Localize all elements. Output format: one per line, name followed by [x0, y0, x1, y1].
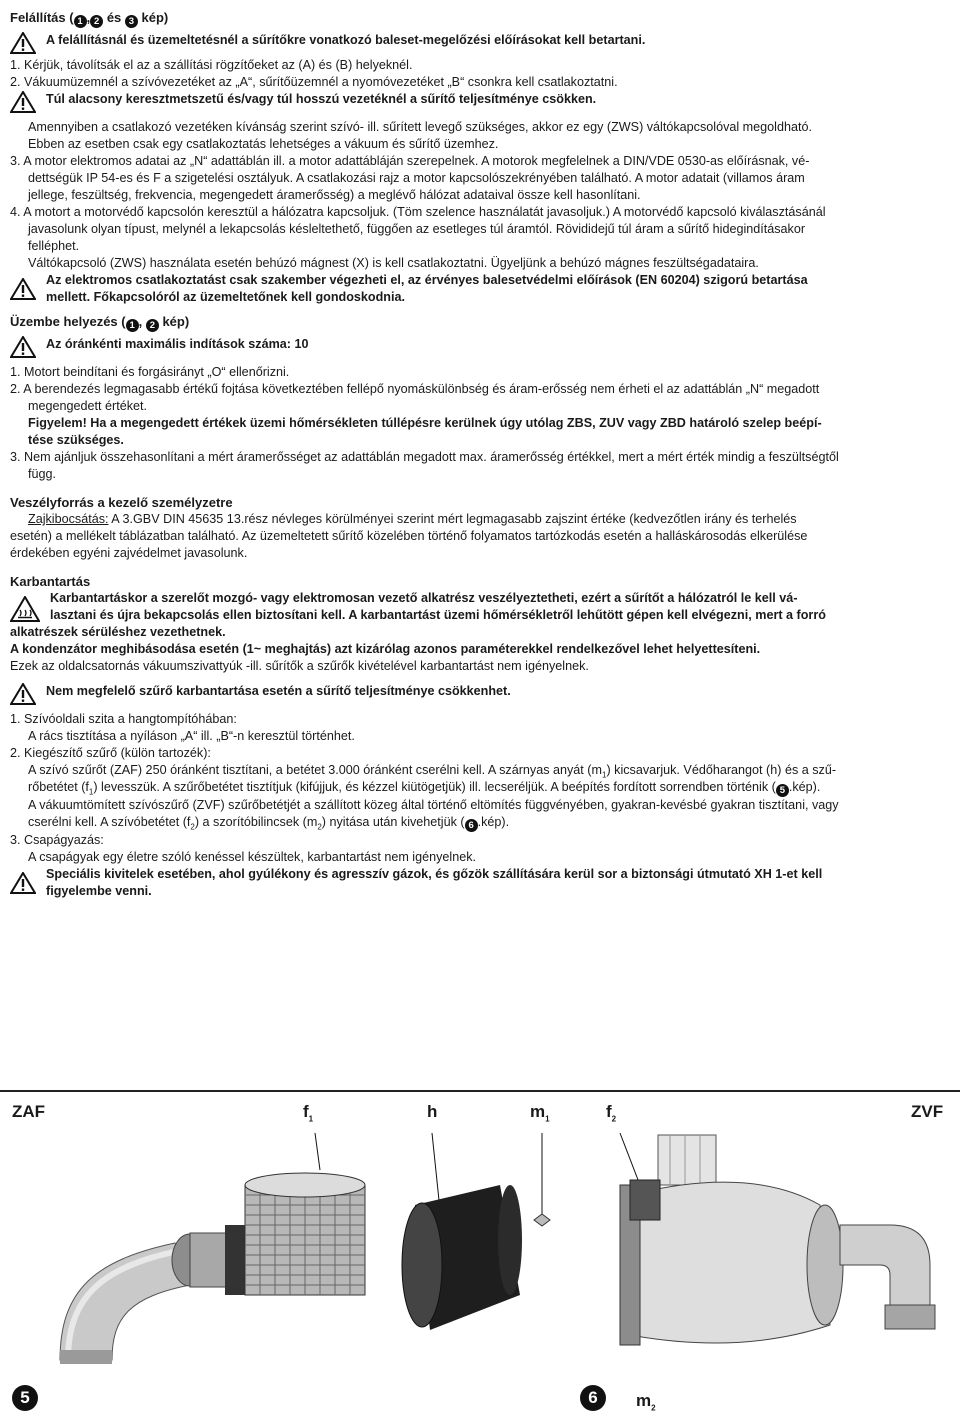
warning-text: Speciális kivitelek esetében, ahol gyúlékony és agresszív gázok, és gőzök szállítására kerül sor a biztonsági útmutató XH 1-et kell figyelembe venni.: [46, 867, 823, 898]
list-item-cont: dettségük IP 54-es és F a szigetelési osztályuk. A csatlakozási rajz a motor kapcsolószekrényében található. A motor adatait (villamos áram: [28, 171, 805, 185]
capacitor-note: A kondenzátor meghibásodása esetén (1~ meghajtás) azt kizárólag azonos paraméterekkel rendelkezővel lehet helyettesíteni.: [10, 642, 761, 656]
warning-text: Az elektromos csatlakoztatást csak szakember végezheti el, az érvényes balesetvédelmi előírások (EN 60204) szigorú betartása mellett. Főkapcsolóról az üzemeltetőnek kell gondoskodnia.: [46, 273, 808, 304]
warning-icon: [10, 32, 36, 54]
list-item-cont: függ.: [28, 467, 57, 481]
hot-surface-text-cont: alkatrészek sérüléshez vezethetnek.: [10, 625, 226, 639]
figure-ref-2: 2: [90, 15, 103, 28]
figure-ref-6: 6: [465, 819, 478, 832]
warning-text: Túl alacsony keresztmetszetű és/vagy túl hosszú vezetéknél a sűrítő teljesítménye csökken.: [46, 92, 597, 106]
noise-paragraph: Zajkibocsátás: A 3.GBV DIN 45635 13.rész névleges körülményei szerint mért legmagasabb zajszint értéke (kedvezőtlen irány és terhelés: [28, 512, 797, 526]
list-item: 3. Nem ajánljuk összehasonlítani a mért áramerősséget az adattáblán megadott max. áramerősség értékkel, mert a mért érték mindig a feszültségtől: [10, 450, 839, 464]
figure-number-6: 6: [580, 1385, 606, 1411]
noise-paragraph-cont: esetén) a mellékelt táblázatban található. Az üzemeltetett sűrítő közelében történő folyamatos tartózkodás esetén a halláskárosodás elkerülése: [10, 529, 808, 543]
warning-block: [10, 866, 950, 900]
paragraph: Ezek az oldalcsatornás vákuumszivattyúk -ill. sűrítők a szűrők kivételével karbantartást nem igényelnek.: [10, 659, 589, 673]
warning-block: [10, 683, 950, 705]
section-title-hazards: Veszélyforrás a kezelő személyzetre: [10, 495, 233, 510]
zaf-filter-illustration: [20, 1125, 560, 1370]
list-item-cont: javasolunk olyan típust, melynél a lekapcsolás késleltethető, függően az esetleges túl áramtól. Rövididejű túl áram a sűrítő hidegindításakor: [28, 222, 806, 236]
list-item-cont: A vákuumtömített szívószűrő (ZVF) szűrőbetétjét a szállított közeg által történő eltömítés függvényében, gyakran-kevésbé gyakran tisztítani, vagy: [28, 798, 839, 812]
warning-icon: [10, 278, 36, 300]
list-item-cont: jellege, feszültség, frekvencia, megengedett áramerősség) a meglévő hálózat adataival össze kell hasonlítani.: [28, 188, 641, 202]
warning-icon: [10, 91, 36, 113]
label-f2: $f_2$: [606, 1102, 617, 1124]
section-title-commissioning: Üzembe helyezés ( 1 , 2 kép): [10, 314, 190, 331]
label-zvf: ZVF: [911, 1102, 944, 1121]
list-item: 3. A motor elektromos adatai az „N“ adattáblán ill. a motor adattábláján szerepelnek. A motorok megfelelnek a DIN/VDE 0530-as előírásnak, vé-: [10, 154, 810, 168]
document-page: [10, 8, 950, 900]
warning-icon: [10, 683, 36, 705]
label-zaf: ZAF: [12, 1102, 46, 1121]
list-item-cont: cserélni kell. A szívóbetétet $(f_2)$ a szorítóbilincsek $(m_2)$ nyitása után kivehetjük ( 6 .kép).: [28, 815, 510, 832]
paragraph: Ebben az esetben csak egy csatlakoztatás lehetséges a vákuum és sűrítő üzemhez.: [28, 137, 499, 151]
section-title-installation: Felállítás ( 1 , 2 és 3 kép): [10, 10, 169, 27]
hot-surface-text: Karbantartáskor a szerelőt mozgó- vagy elektromosan vezető alkatrész veszélyeztetheti, ezért a sűrítőt a hálózatról le kell vá- lasztani és újra bekapcsolás ellen biztosítani kell. A karbantartást üzemi hőmérsékletről lehűtött gépen kell elvégezni, mert a forró: [50, 591, 826, 622]
list-item-cont: rőbetétet $(f_1)$ levesszük. A szűrőbetétet tisztítjuk (kifújjuk, és kézzel kiütögetjük) ill. lecseréljük. A beépítés fordított sorrendben történik ( 5 .kép).: [28, 780, 821, 797]
attention-note-cont: tése szükséges.: [28, 433, 124, 447]
noise-paragraph-cont: érdekében egyéni zajvédelmet javasolunk.: [10, 546, 248, 560]
warning-block: [10, 272, 950, 306]
list-item-cont: Váltókapcsoló (ZWS) használata esetén behúzó mágnest (X) is kell csatlakoztatni. Ügyeljünk a behúzó mágnes feszültségadataira.: [28, 256, 759, 270]
label-f1: $f_1$: [303, 1102, 314, 1124]
figure-ref-1: 1: [74, 15, 87, 28]
section-title-maintenance: Karbantartás: [10, 574, 91, 589]
list-item: 1. Motort beindítani és forgásirányt „O“ ellenőrizni.: [10, 365, 290, 379]
list-item-cont: A csapágyak egy életre szóló kenéssel készültek, karbantartást nem igényelnek.: [28, 850, 477, 864]
attention-note: Figyelem! Ha a megengedett értékek üzemi hőmérsékleten túllépésre kerülnek úgy utólag ZBS, ZUV vagy ZBD határoló szelep beépí-: [28, 416, 822, 430]
figure-ref-3: 3: [125, 15, 138, 28]
warning-icon: [10, 872, 36, 894]
list-item: 1. Szívóoldali szita a hangtompítóhában:: [10, 712, 237, 726]
list-item: 4. A motort a motorvédő kapcsolón keresztül a hálózatra kapcsoljuk. (Töm szelence használatát javasoljuk.) A motorvédő kapcsoló kiválasztásánál: [10, 205, 826, 219]
label-h: h: [427, 1102, 438, 1121]
figure-ref-2: 2: [146, 319, 159, 332]
paragraph: Amennyiben a csatlakozó vezetéken kívánság szerint szívó- ill. sűrített levegő szükséges, akkor ez egy (ZWS) váltókapcsolóval megoldható.: [28, 120, 812, 134]
warning-text: Az óránkénti maximális indítások száma: 10: [46, 337, 309, 351]
warning-block: [10, 32, 950, 54]
hot-surface-warning-icon: [10, 596, 40, 622]
list-item-cont: A rács tisztítása a nyíláson „A“ ill. „B“-n keresztül történhet.: [28, 729, 355, 743]
figure-divider: [0, 1090, 960, 1092]
label-m2: $m_2$: [636, 1391, 656, 1413]
hot-surface-block: [10, 590, 950, 624]
label-m1: $m_1$: [530, 1102, 550, 1124]
list-item: 2. Kiegészítő szűrő (külön tartozék):: [10, 746, 211, 760]
figure-ref-1: 1: [126, 319, 139, 332]
list-item-cont: megengedett értéket.: [28, 399, 148, 413]
list-item-cont: A szívó szűrőt (ZAF) 250 óránként tisztítani, a betétet 3.000 óránként cserélni kell. A szárnyas anyát $(m_1)$ kicsavarjuk. Védőharangot (h) és a szű-: [28, 763, 837, 780]
warning-text: Nem megfelelő szűrő karbantartása esetén a sűrítő teljesítménye csökkenhet.: [46, 684, 511, 698]
warning-icon: [10, 336, 36, 358]
warning-text: A felállításnál és üzemeltetésnél a sűrítőkre vonatkozó baleset-megelőzési előírásokat kell betartani.: [46, 33, 646, 47]
zvf-filter-illustration: [590, 1125, 950, 1375]
figure-ref-5: 5: [776, 784, 789, 797]
warning-block: [10, 91, 950, 113]
list-item-cont: felléphet.: [28, 239, 80, 253]
list-item: 1. Kérjük, távolítsák el az a szállítási rögzítőeket az (A) és (B) helyeknél.: [10, 58, 413, 72]
figure-number-5: 5: [12, 1385, 38, 1411]
list-item: 2. Vákuumüzemnél a szívóvezetéket az „A“, sűrítőüzemnél a nyomóvezetéket „B“ csonkra kell csatlakoztatni.: [10, 75, 618, 89]
list-item: 3. Csapágyazás:: [10, 833, 104, 847]
list-item: 2. A berendezés legmagasabb értékű fojtása következtében fellépő nyomáskülönbség és áram-erősség nem érheti el az adattáblán „N“ megadott: [10, 382, 820, 396]
warning-block: [10, 336, 950, 358]
